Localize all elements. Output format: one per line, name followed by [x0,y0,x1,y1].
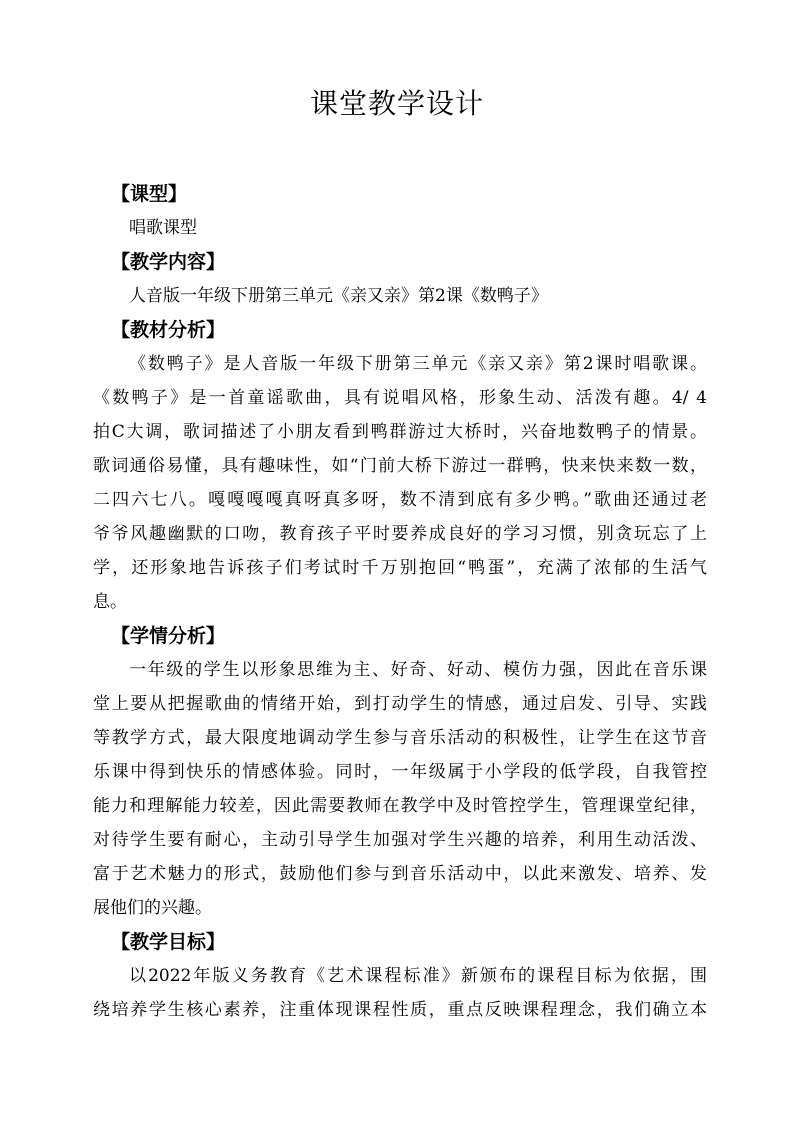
paragraph-line: 二四六七八。嘎嘎嘎嘎真呀真多呀，数不清到底有多少鸭。”歌曲还通过老 [93,490,707,510]
document-body [93,177,707,1027]
paragraph-line: 一年级的学生以形象思维为主、好奇、好动、模仿力强，因此在音乐课 [129,660,707,680]
paragraph-line: 人音版一年级下册第三单元《亲又亲》第2课《数鸭子》 [129,286,548,306]
paragraph-line: 能力和理解能力较差，因此需要教师在教学中及时管控学生，管理课堂纪律， [93,796,707,816]
paragraph-line: 爷爷风趣幽默的口吻，教育孩子平时要养成良好的学习习惯，别贪玩忘了上 [93,524,707,544]
section-heading: 【教材分析】 [111,319,226,341]
paragraph-line: 绕培养学生核心素养，注重体现课程性质，重点反映课程理念，我们确立本 [93,1000,707,1020]
paragraph-line: 学，还形象地告诉孩子们考试时千万别抱回“鸭蛋”，充满了浓郁的生活气 [93,558,707,578]
section-student-analysis [93,619,707,925]
paragraph-line: 对待学生要有耐心，主动引导学生加强对学生兴趣的培养，利用生动活泼、 [93,830,707,850]
paragraph-line: 富于艺术魅力的形式，鼓励他们参与到音乐活动中，以此来激发、培养、发 [93,864,707,884]
paragraph-line: 展他们的兴趣。 [93,898,212,918]
paragraph-line: 《数鸭子》是一首童谣歌曲，具有说唱风格，形象生动、活泼有趣。4/ 4 [93,388,707,408]
paragraph-line: 堂上要从把握歌曲的情绪开始，到打动学生的情感，通过启发、引导、实践 [93,694,707,714]
section-lesson-type [93,177,707,245]
paragraph-line: 拍C大调，歌词描述了小朋友看到鸭群游过大桥时，兴奋地数鸭子的情景。 [93,422,707,442]
paragraph-line: 唱歌课型 [129,218,197,238]
paragraph-line: 《数鸭子》是人音版一年级下册第三单元《亲又亲》第2课时唱歌课。 [129,354,707,374]
section-textbook-analysis [93,313,707,619]
section-heading: 【学情分析】 [111,625,226,647]
paragraph-line: 等教学方式，最大限度地调动学生参与音乐活动的积极性，让学生在这节音 [93,728,707,748]
section-heading: 【课型】 [111,183,188,205]
paragraph-line: 以2022年版义务教育《艺术课程标准》新颁布的课程目标为依据，围 [129,966,707,986]
paragraph-line: 乐课中得到快乐的情感体验。同时，一年级属于小学段的低学段，自我管控 [93,762,707,782]
section-teaching-content [93,245,707,313]
section-teaching-objectives [93,925,707,1027]
document-title: 课堂教学设计 [309,87,484,120]
section-heading: 【教学目标】 [111,931,226,953]
paragraph-line: 歌词通俗易懂，具有趣味性，如“门前大桥下游过一群鸭，快来快来数一数， [93,456,707,476]
paragraph-line: 息。 [93,592,127,612]
section-heading: 【教学内容】 [111,251,226,273]
